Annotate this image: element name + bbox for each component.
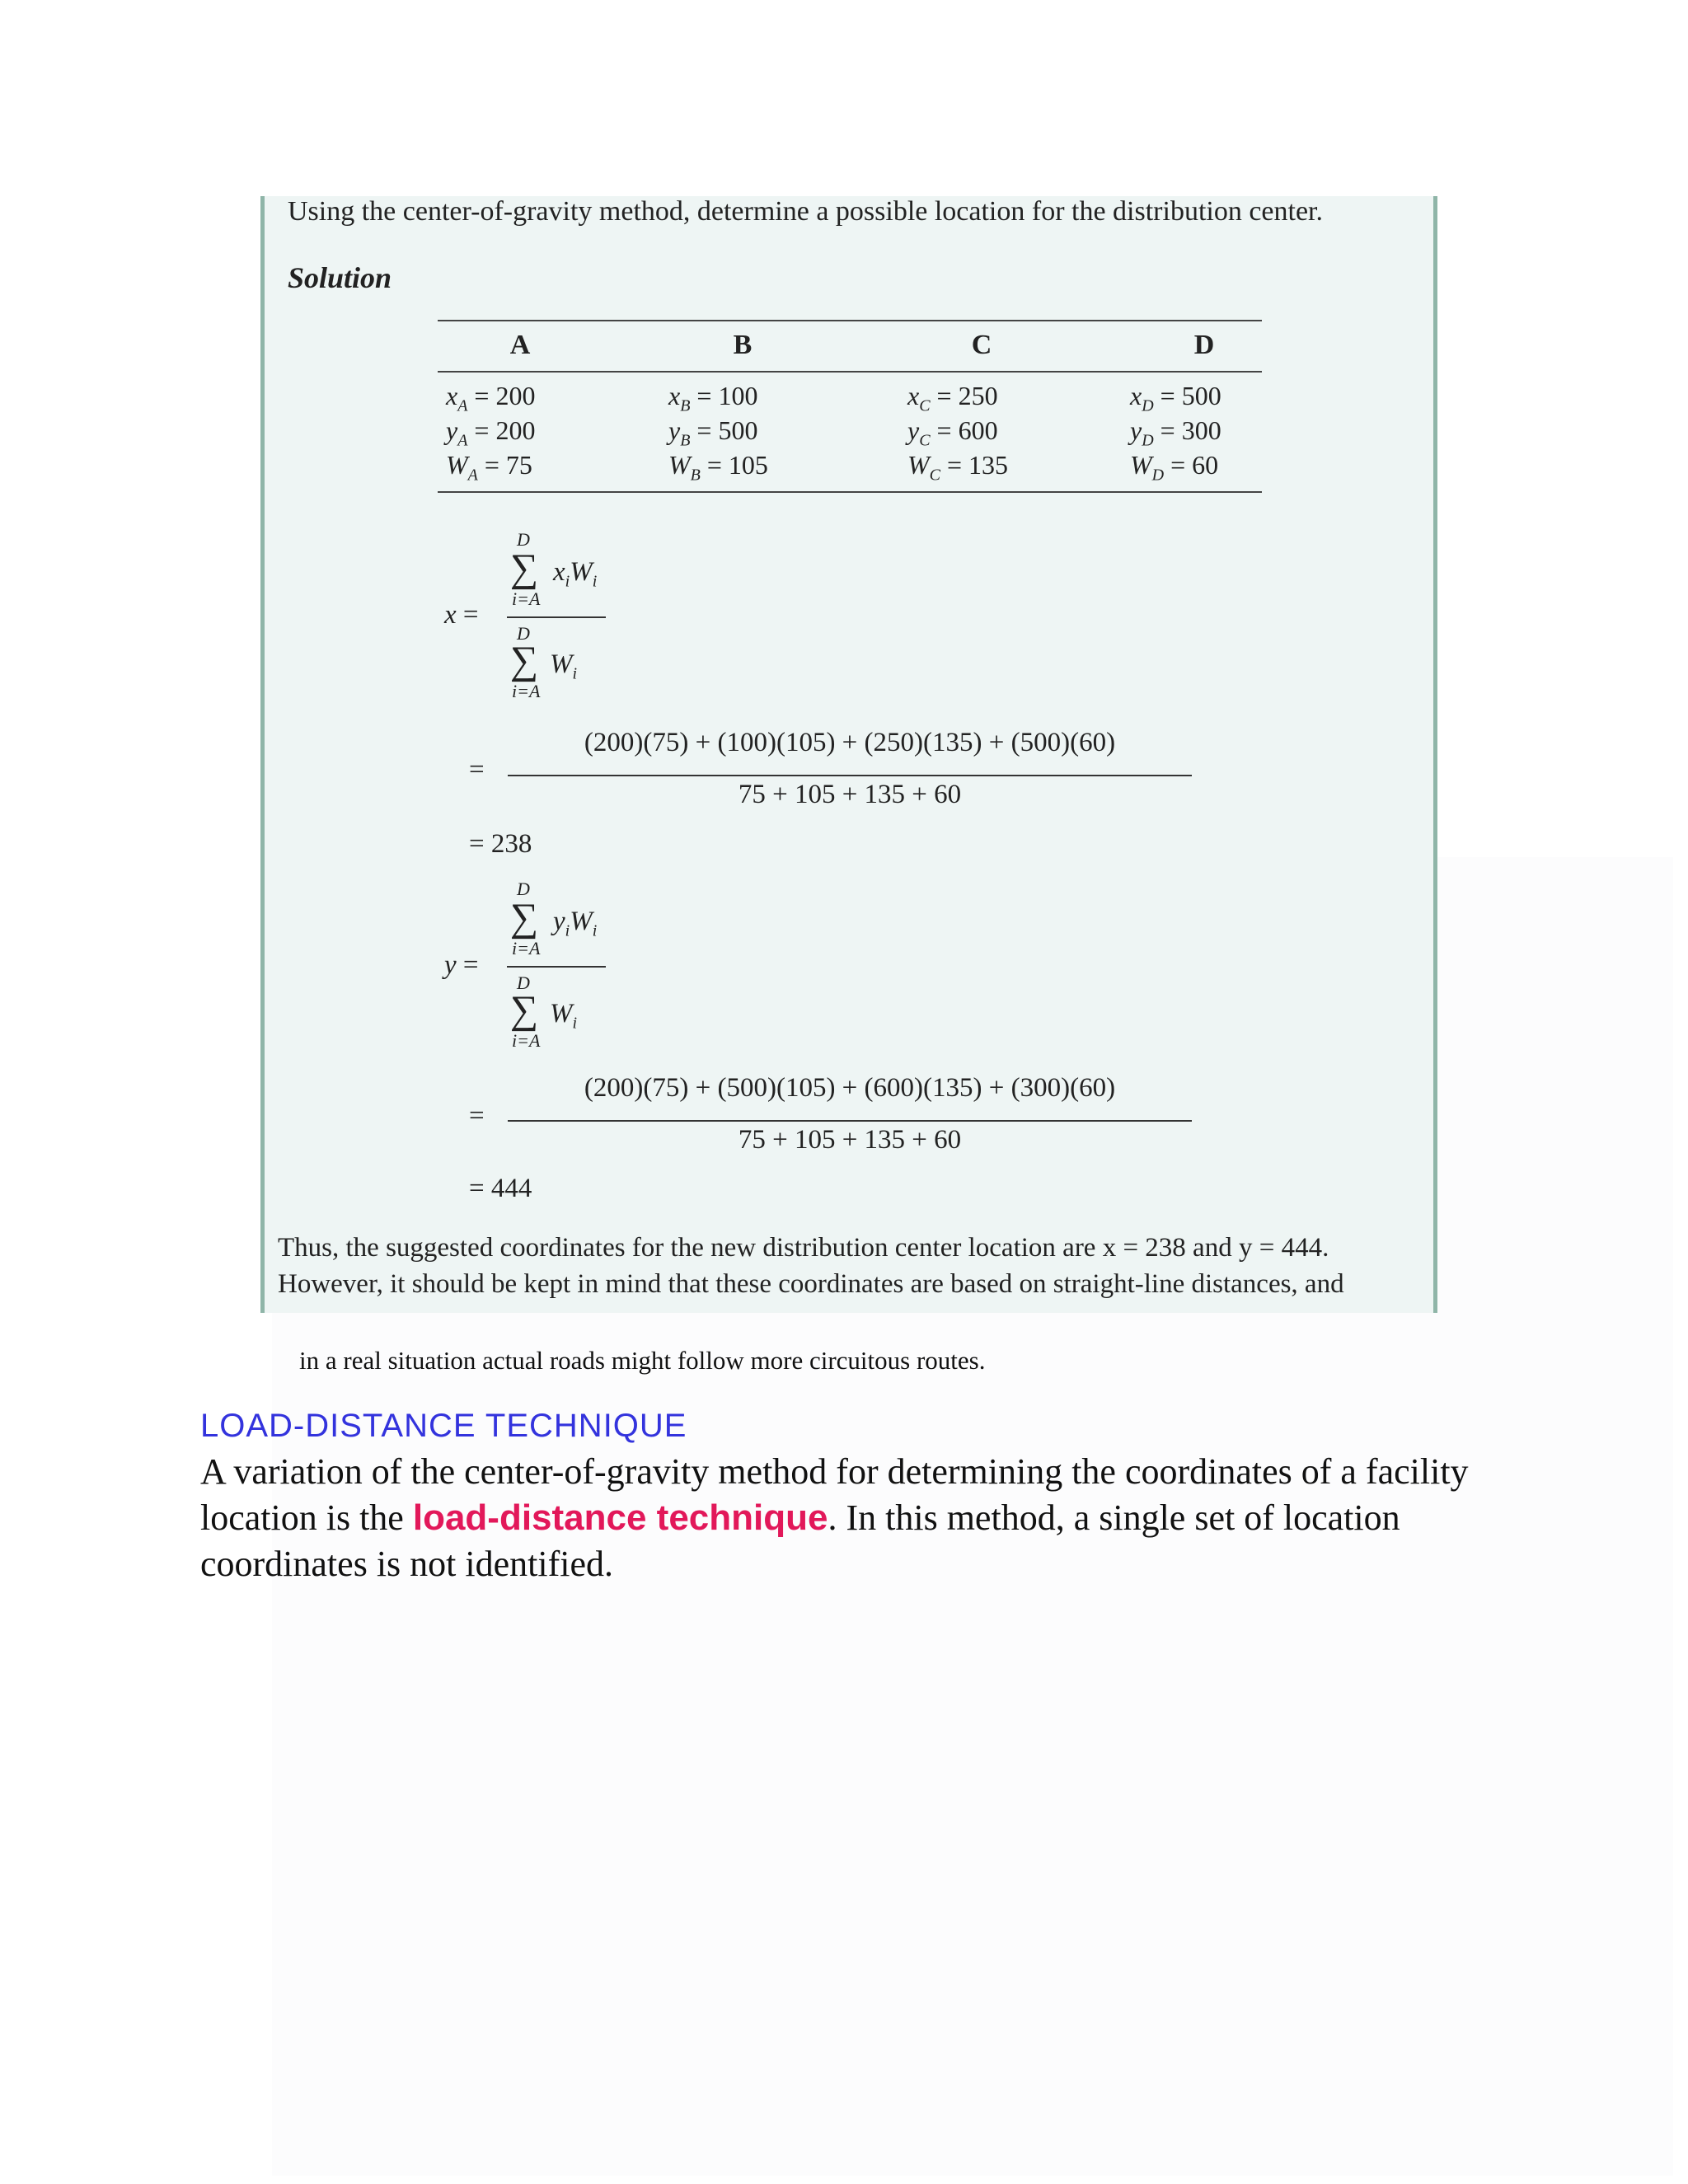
column-header-c: C xyxy=(971,330,992,360)
y-result: = 444 xyxy=(469,1174,532,1203)
y-sum-lower-limit: i=A xyxy=(512,938,541,958)
table-cell: $y_A = 200$ xyxy=(446,415,536,450)
table-cell: $y_D = 300$ xyxy=(1130,415,1221,450)
table-bottom-rule xyxy=(438,491,1262,493)
x-denominator-term: $W_i$ xyxy=(550,649,578,683)
section-paragraph xyxy=(200,1449,1486,1587)
y-sum-upper-limit: D xyxy=(517,879,530,899)
x-denominator-upper-limit: D xyxy=(517,623,530,644)
y-denominator-upper-limit: D xyxy=(517,972,530,993)
section-heading: LOAD-DISTANCE TECHNIQUE xyxy=(200,1408,687,1444)
table-cell: $y_C = 600$ xyxy=(907,415,998,450)
x-expanded-numerator: (200)(75) + (100)(105) + (250)(135) + (500)(60) xyxy=(584,728,1116,757)
table-cell: $W_A = 75$ xyxy=(446,450,532,485)
table-cell: $x_D = 500$ xyxy=(1130,381,1221,415)
y-numerator-sigma: ∑ xyxy=(510,896,539,940)
y-formula-lhs: y = xyxy=(444,950,479,980)
x-sum-upper-limit: D xyxy=(517,529,530,550)
x-numerator-term: $x_iW_i$ xyxy=(553,557,598,591)
table-cell: $x_B = 100$ xyxy=(668,381,758,415)
highlighted-term: load-distance technique xyxy=(412,1497,828,1538)
y-denominator-term: $W_i$ xyxy=(550,999,578,1033)
table-cell: $W_B = 105$ xyxy=(668,450,768,485)
example-figure xyxy=(260,196,1437,1313)
paragraph-text-after: . In this method, a single set of location coordinates is not identified. xyxy=(200,1497,1400,1584)
column-header-b: B xyxy=(733,330,753,360)
x-denominator-lower-limit: i=A xyxy=(512,681,541,701)
solution-label: Solution xyxy=(288,261,392,294)
y-expanded-equals: = xyxy=(469,1101,485,1131)
figure-intro-text: Using the center-of-gravity method, determine a possible location for the distribution center. xyxy=(288,196,1324,227)
y-expanded-denominator: 75 + 105 + 135 + 60 xyxy=(738,1125,962,1155)
table-top-rule xyxy=(438,320,1262,321)
column-header-d: D xyxy=(1193,330,1215,360)
y-expanded-fraction-bar xyxy=(508,1120,1192,1122)
x-sum-lower-limit: i=A xyxy=(512,588,541,609)
x-numerator-sigma: ∑ xyxy=(510,546,539,590)
table-cell: $W_D = 60$ xyxy=(1130,450,1219,485)
table-header-rule xyxy=(438,371,1262,373)
x-result: = 238 xyxy=(469,829,532,859)
y-expanded-numerator: (200)(75) + (500)(105) + (600)(135) + (300)(60) xyxy=(584,1073,1116,1103)
x-formula-lhs: x = xyxy=(444,600,479,630)
y-numerator-term: $y_iW_i$ xyxy=(553,907,598,940)
conclusion-line-1: Thus, the suggested coordinates for the new distribution center location are x = 238 and y = 444. xyxy=(278,1233,1329,1263)
x-expanded-equals: = xyxy=(469,755,485,785)
table-cell: $W_C = 135$ xyxy=(907,450,1009,485)
table-cell: $y_B = 500$ xyxy=(668,415,758,450)
y-fraction-bar xyxy=(507,966,606,968)
x-denominator-sigma: ∑ xyxy=(510,639,539,682)
table-cell: $x_A = 200$ xyxy=(446,381,536,415)
paragraph-text-before: A variation of the center-of-gravity method for determining the coordinates of a facility location is the xyxy=(200,1451,1469,1538)
column-header-a: A xyxy=(509,330,531,360)
x-expanded-fraction-bar xyxy=(508,775,1192,776)
x-expanded-denominator: 75 + 105 + 135 + 60 xyxy=(738,780,962,809)
y-denominator-sigma: ∑ xyxy=(510,988,539,1032)
y-denominator-lower-limit: i=A xyxy=(512,1030,541,1051)
x-fraction-bar xyxy=(507,616,606,618)
continuation-text: in a real situation actual roads might follow more circuitous routes. xyxy=(299,1346,986,1375)
conclusion-line-2: However, it should be kept in mind that these coordinates are based on straight-line distances, and xyxy=(278,1269,1344,1299)
table-cell: $x_C = 250$ xyxy=(907,381,998,415)
